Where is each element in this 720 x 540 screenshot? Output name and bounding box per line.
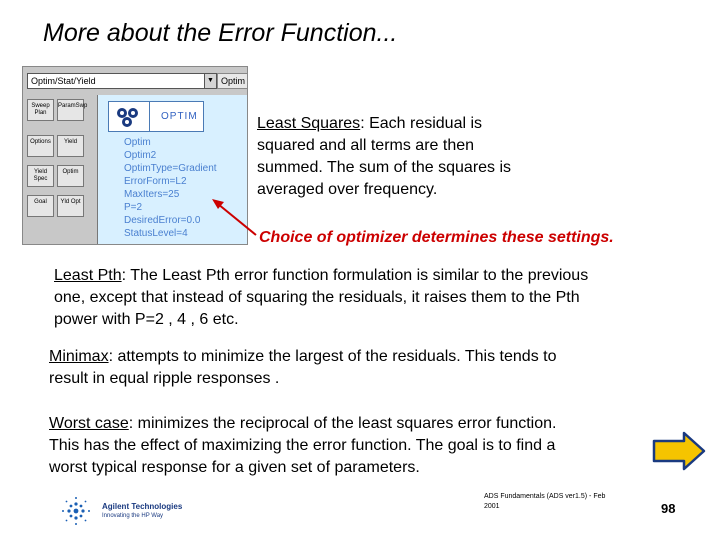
palette-button: Yield <box>57 135 84 157</box>
least-pth-paragraph <box>54 265 704 331</box>
optim-param: Optim2 <box>124 150 157 161</box>
optim-param: DesiredError=0.0 <box>124 215 201 226</box>
palette-button: ParamSwp <box>57 99 84 121</box>
combo-dropdown-icon: ▼ <box>204 74 216 88</box>
palette-buttons <box>25 97 95 245</box>
palette-combo-second: Optim <box>217 73 248 89</box>
least-squares-text: squared and all terms are then <box>257 137 475 154</box>
worst-case-text: worst typical response for a given set of parameters. <box>49 459 420 476</box>
least-squares-text: : Each residual is <box>360 115 483 132</box>
least-squares-text: summed. The sum of the squares is <box>257 159 512 176</box>
optim-param: StatusLevel=4 <box>124 228 188 239</box>
optim-param: ErrorForm=L2 <box>124 176 187 187</box>
least-squares-text: averaged over frequency. <box>257 181 438 198</box>
brand-tagline: Innovating the HP Way <box>102 513 164 519</box>
minimax-text: result in equal ripple responses . <box>49 370 280 387</box>
course-note-line: 2001 <box>484 503 500 510</box>
optimizer-note: Choice of optimizer determines these settings. <box>259 229 614 246</box>
course-note <box>484 492 624 512</box>
palette-combo <box>27 73 217 89</box>
ads-palette-screenshot <box>22 66 248 245</box>
minimax-term: Minimax <box>49 348 109 365</box>
least-squares-term: Least Squares <box>257 115 361 132</box>
page-number: 98 <box>661 501 676 516</box>
course-note-line: ADS Fundamentals (ADS ver1.5) - Feb <box>484 493 606 500</box>
optim-component <box>108 101 204 132</box>
worst-case-term: Worst case <box>49 415 129 432</box>
palette-button: Optim <box>57 165 84 187</box>
optim-param: MaxIters=25 <box>124 189 180 200</box>
worst-case-text: This has the effect of maximizing the error function. The goal is to find a <box>49 437 556 454</box>
optim-param: P=2 <box>124 202 143 213</box>
optim-symbol-icon <box>113 104 141 130</box>
worst-case-paragraph <box>49 413 669 479</box>
brand-name: Agilent Technologies <box>102 502 183 511</box>
least-pth-text: power with P=2 , 4 , 6 etc. <box>54 311 239 328</box>
palette-button: Goal <box>27 195 54 217</box>
worst-case-text: : minimizes the reciprocal of the least squares error function. <box>128 415 557 432</box>
palette-button: Options <box>27 135 54 157</box>
optim-param: OptimType=Gradient <box>124 163 217 174</box>
least-pth-text: one, except that instead of squaring the residuals, it raises them to the Pth <box>54 289 580 306</box>
minimax-paragraph <box>49 346 699 390</box>
least-pth-term: Least Pth <box>54 267 122 284</box>
least-pth-text: : The Least Pth error function formulation is similar to the previous <box>121 267 589 284</box>
agilent-spark-icon <box>58 493 94 529</box>
optim-component-pane <box>97 95 248 245</box>
palette-button: Sweep Plan <box>27 99 54 121</box>
palette-button: Yld Opt <box>57 195 84 217</box>
palette-combo-value: Optim/Stat/Yield <box>31 76 96 86</box>
optim-label: OPTIM <box>161 111 198 122</box>
slide-title: More about the Error Function... <box>43 19 398 47</box>
optim-param: Optim <box>124 137 151 148</box>
palette-button: Yield Spec <box>27 165 54 187</box>
minimax-text: : attempts to minimize the largest of the residuals. This tends to <box>108 348 557 365</box>
least-squares-paragraph <box>257 113 557 201</box>
